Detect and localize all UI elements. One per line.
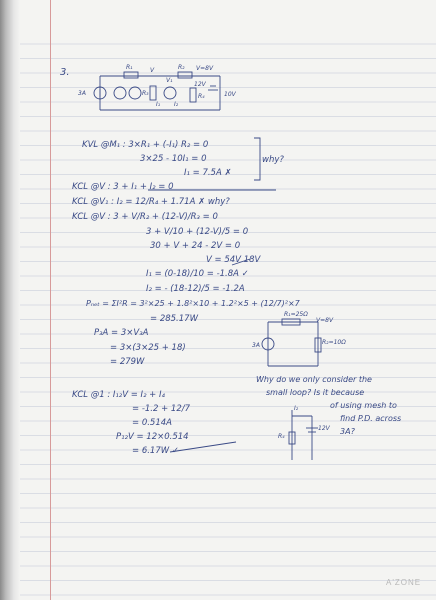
handwritten-line: = 285.17W xyxy=(150,314,198,324)
handwritten-line: P₃A = 3×V₃A xyxy=(94,328,149,338)
margin-note-line: 3A? xyxy=(340,427,355,436)
handwritten-line: KCL @V : 3 + I₁ + I₂ = 0 xyxy=(72,182,174,192)
margin-note-line: small loop? Is it because xyxy=(266,388,365,397)
circuit-top-label: V xyxy=(150,67,155,74)
handwritten-line: = -1.2 + 12/7 xyxy=(132,404,191,414)
handwritten-line: KCL @1 : I₁₂V = I₂ + I₄ xyxy=(72,390,165,400)
handwritten-line: 3 + V/10 + (12-V)/5 = 0 xyxy=(146,227,249,237)
handwritten-line: V = 54V 18V xyxy=(206,255,261,265)
circuit-top-label: 3A xyxy=(78,90,86,97)
handwritten-line: KCL @V₁ : I₂ = 12/R₄ + 1.71A ✗ why? xyxy=(72,197,230,207)
handwritten-line: = 3×(3×25 + 18) xyxy=(110,343,186,353)
circuit-right-label: I₂ xyxy=(294,405,299,412)
handwritten-line: I₁ = 7.5A ✗ xyxy=(184,168,232,178)
circuit-mid-label: V=8V xyxy=(316,317,334,324)
circuit-top-label: 10V xyxy=(224,91,236,98)
circuit-top-label: 12V xyxy=(194,81,206,88)
circuit-top-label: R₄ xyxy=(198,93,205,100)
circuit-right-label: R₄ xyxy=(278,433,285,440)
margin-note-line: find P.D. across xyxy=(340,414,402,423)
handwritten-line: KCL @V : 3 + V/R₂ + (12-V)/R₃ = 0 xyxy=(72,212,218,222)
circuit-top-label: I₂ xyxy=(174,101,179,108)
handwritten-line: = 0.514A xyxy=(132,418,172,428)
handwritten-line: 30 + V + 24 - 2V = 0 xyxy=(150,241,241,251)
handwritten-line: = 6.17W ✓ xyxy=(132,446,179,456)
handwritten-line: P₁₂V = 12×0.514 xyxy=(116,432,189,442)
circuit-top-label: R₁ xyxy=(126,64,133,71)
problem-number: 3. xyxy=(60,67,70,78)
handwritten-line: KVL @M₁ : 3×R₁ + (-I₁) R₂ = 0 xyxy=(82,140,209,150)
circuit-top-label: I₁ xyxy=(156,101,161,108)
circuit-top-label: R₃ xyxy=(142,90,149,97)
handwritten-line: Pₙₑₜ = ΣI²R = 3²×25 + 1.8²×10 + 1.2²×5 + (12/7)²×7 xyxy=(86,299,300,308)
handwritten-line: why? xyxy=(262,155,284,165)
circuit-top-label: V₁ xyxy=(166,77,173,84)
notebook-brand: A'ZONE xyxy=(386,578,422,587)
margin-note-line: of using mesh to xyxy=(330,401,397,410)
handwritten-line: I₂ = - (18-12)/5 = -1.2A xyxy=(146,284,245,294)
circuit-top-label: R₂ xyxy=(178,64,185,71)
handwritten-line: I₁ = (0-18)/10 = -1.8A ✓ xyxy=(146,269,249,279)
circuit-right-label: 12V xyxy=(318,425,330,432)
handwritten-line: = 279W xyxy=(110,357,145,367)
circuit-mid-label: 3A xyxy=(252,342,260,349)
circuit-mid-label: R₂=10Ω xyxy=(322,339,346,346)
handwritten-line: 3×25 - 10I₁ = 0 xyxy=(140,154,207,164)
margin-note-line: Why do we only consider the xyxy=(256,375,372,384)
circuit-mid-label: R₁=25Ω xyxy=(284,311,308,318)
circuit-top-label: V=8V xyxy=(196,65,214,72)
